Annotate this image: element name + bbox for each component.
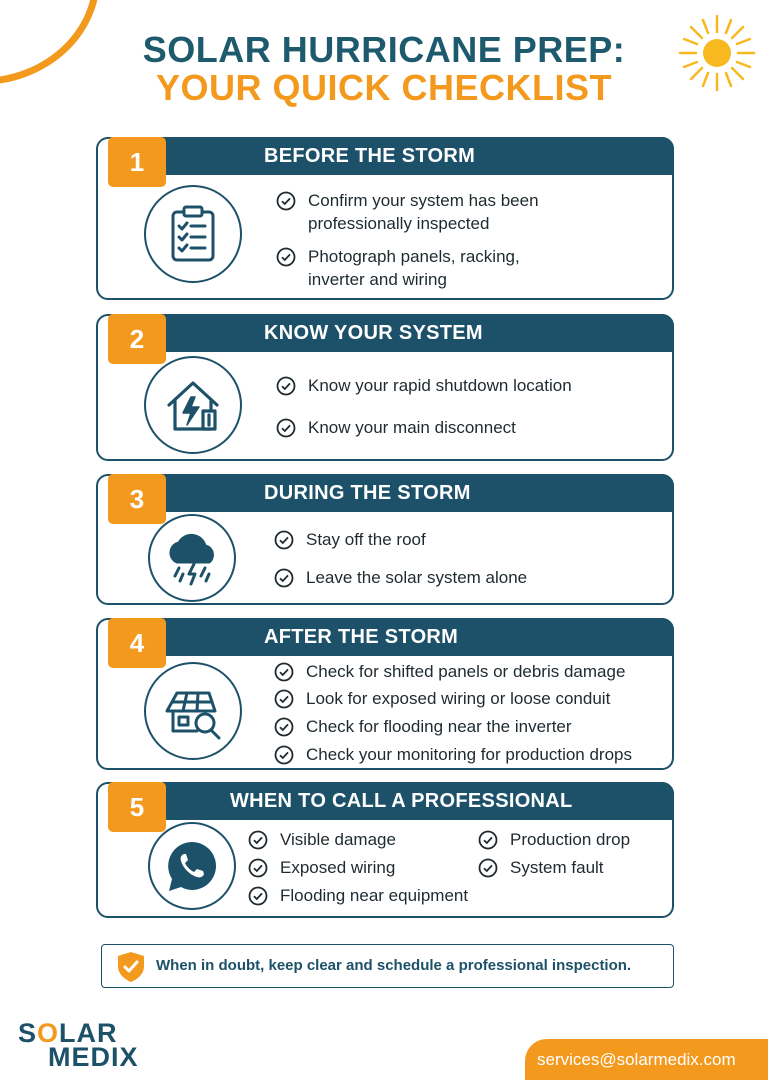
check-circle-icon	[274, 745, 294, 765]
logo-text: MEDIX	[48, 1042, 139, 1072]
checklist-item	[276, 189, 539, 235]
section-heading: AFTER THE STORM	[158, 618, 674, 656]
section-number-badge: 3	[108, 474, 166, 524]
checklist-item	[276, 374, 572, 397]
item-text: Production drop	[510, 830, 631, 849]
item-text: Exposed wiring	[280, 858, 396, 877]
clipboard-checklist-icon	[144, 185, 242, 283]
check-circle-icon	[274, 662, 294, 682]
checklist-item	[276, 416, 516, 439]
storm-cloud-icon	[148, 514, 236, 602]
section-number-badge: 1	[108, 137, 166, 187]
section-heading: BEFORE THE STORM	[158, 137, 674, 175]
checklist-item	[248, 828, 396, 851]
section-during-the-storm	[96, 474, 674, 605]
item-text: Visible damage	[280, 830, 396, 849]
checklist-item	[274, 715, 572, 738]
item-text: Check for shifted panels or debris damage	[306, 662, 626, 681]
checklist-item	[248, 856, 395, 879]
check-circle-icon	[276, 191, 296, 211]
item-text: professionally inspected	[308, 214, 490, 233]
checklist-item	[274, 566, 527, 589]
item-text: Leave the solar system alone	[306, 568, 528, 587]
logo-text: LAR	[59, 1018, 118, 1048]
section-number-badge: 4	[108, 618, 166, 668]
checklist-item	[274, 743, 632, 766]
house-solar-magnifier-icon	[144, 662, 242, 760]
check-circle-icon	[248, 858, 268, 878]
logo-text: S	[18, 1018, 38, 1048]
section-when-to-call-a-professional	[96, 782, 674, 918]
check-circle-icon	[248, 886, 268, 906]
checklist-item	[248, 884, 468, 907]
checklist-item	[274, 528, 426, 551]
page-title-line2: YOUR QUICK CHECKLIST	[155, 67, 612, 108]
item-text: Confirm your system has been	[308, 191, 539, 210]
check-circle-icon	[274, 717, 294, 737]
checklist-item	[274, 660, 625, 683]
section-after-the-storm	[96, 618, 674, 770]
contact-email-link[interactable]: services@solarmedix.com	[525, 1039, 768, 1080]
item-text: inverter and wiring	[308, 270, 447, 289]
check-circle-icon	[274, 689, 294, 709]
page-title-line1: SOLAR HURRICANE PREP:	[142, 29, 626, 70]
check-circle-icon	[276, 376, 296, 396]
check-circle-icon	[478, 858, 498, 878]
check-circle-icon	[274, 568, 294, 588]
section-heading: KNOW YOUR SYSTEM	[158, 314, 674, 352]
phone-chat-icon	[148, 822, 236, 910]
section-know-your-system	[96, 314, 674, 461]
item-text: Flooding near equipment	[280, 886, 469, 905]
checklist-item	[274, 687, 610, 710]
checklist-item	[276, 245, 520, 291]
item-text: Look for exposed wiring or loose conduit	[306, 689, 611, 708]
shield-check-icon	[116, 951, 146, 983]
check-circle-icon	[276, 247, 296, 267]
advice-text: When in doubt, keep clear and schedule a professional inspection.	[156, 957, 632, 974]
section-number-badge: 5	[108, 782, 166, 832]
solar-medix-logo	[18, 1018, 139, 1072]
item-text: Stay off the roof	[306, 530, 426, 549]
check-circle-icon	[478, 830, 498, 850]
section-heading: WHEN TO CALL A PROFESSIONAL	[158, 782, 674, 820]
check-circle-icon	[274, 530, 294, 550]
check-circle-icon	[248, 830, 268, 850]
checklist-item	[478, 828, 630, 851]
check-circle-icon	[276, 418, 296, 438]
section-heading: DURING THE STORM	[158, 474, 674, 512]
section-number-badge: 2	[108, 314, 166, 364]
logo-text: O	[37, 1018, 60, 1048]
checklist-item	[478, 856, 604, 879]
house-lightning-icon	[144, 356, 242, 454]
item-text: Check your monitoring for production drops	[306, 745, 632, 764]
section-before-the-storm	[96, 137, 674, 300]
item-text: Know your rapid shutdown location	[308, 376, 572, 395]
item-text: Photograph panels, racking,	[308, 247, 520, 266]
advice-banner	[101, 944, 674, 988]
item-text: Know your main disconnect	[308, 418, 516, 437]
item-text: Check for flooding near the inverter	[306, 717, 572, 736]
item-text: System fault	[510, 858, 604, 877]
